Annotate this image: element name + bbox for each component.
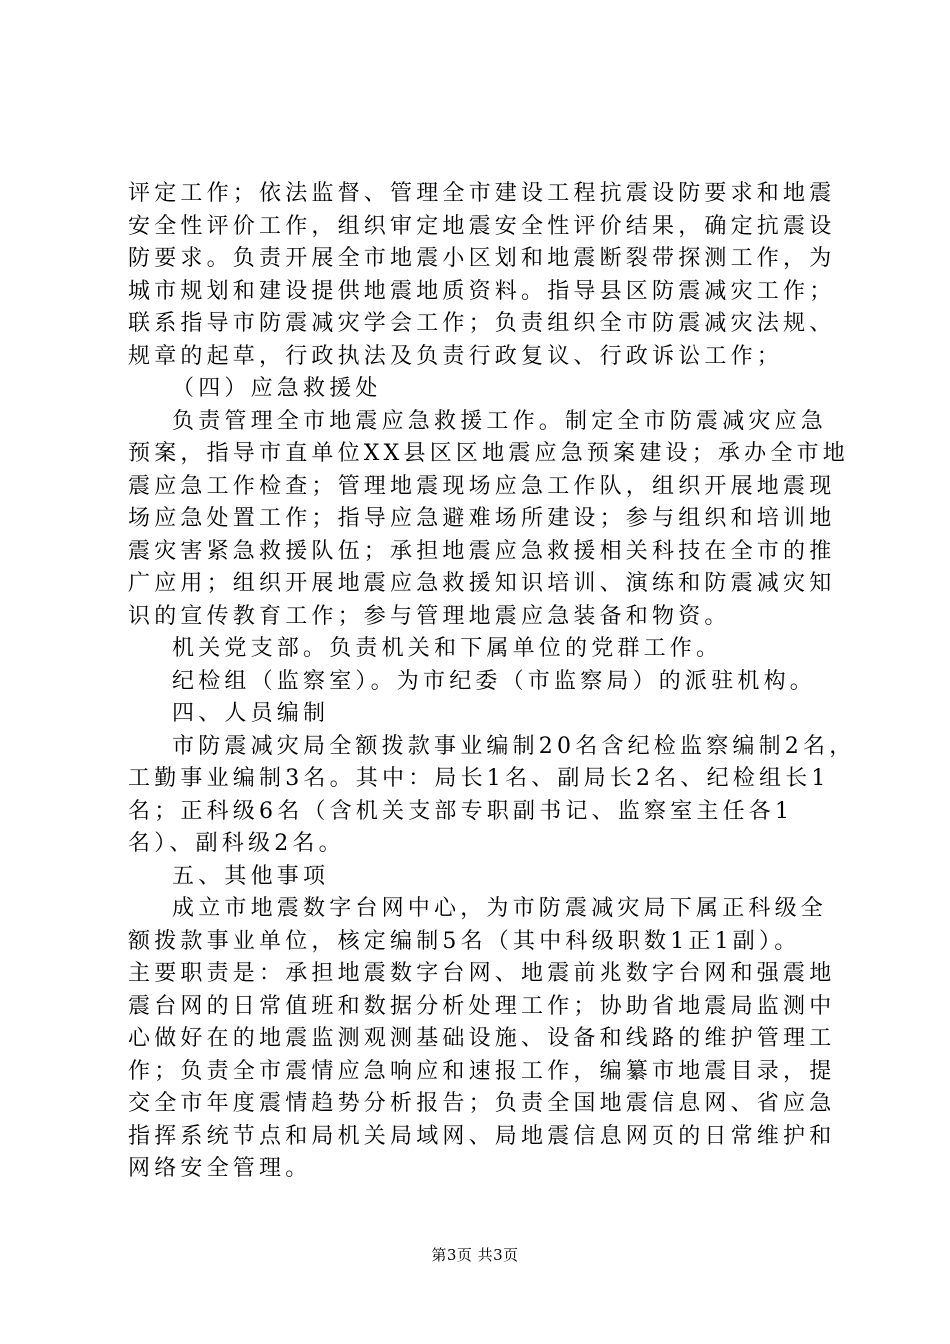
body-line: 震应急工作检查；管理地震现场应急工作队，组织开展地震现 (128, 473, 836, 499)
page-number-footer: 第3页 共3页 (431, 1246, 519, 1264)
body-line: 作；负责全市震情应急响应和速报工作，编纂市地震目录，提 (128, 1058, 836, 1084)
body-line: 心做好在的地震监测观测基础设施、设备和线路的维护管理工 (128, 1026, 836, 1051)
body-line: 评定工作；依法监督、管理全市建设工程抗震设防要求和地震 (128, 181, 836, 206)
body-line: 广应用；组织开展地震应急救援知识培训、演练和防震减灾知 (128, 571, 836, 596)
section-heading: 五、其他事项 (172, 863, 330, 889)
body-line: 识的宣传教育工作；参与管理地震应急装备和物资。 (128, 603, 731, 629)
body-line: 网络安全管理。 (128, 1156, 312, 1181)
paragraph-start: 机关党支部。负责机关和下属单位的党群工作。 (172, 636, 723, 661)
body-line: 主要职责是：承担地震数字台网、地震前兆数字台网和强震地 (128, 961, 836, 986)
paragraph-start: 负责管理全市地震应急救援工作。制定全市防震减灾应急 (172, 408, 828, 434)
body-line: 预案，指导市直单位XX县区区地震应急预案建设；承办全市地 (128, 441, 849, 466)
body-line: 名）、副科级2名。 (128, 831, 345, 856)
section-heading: 四、人员编制 (172, 701, 330, 726)
body-line: 额拨款事业单位，核定编制5名（其中科级职数1正1副）。 (128, 928, 801, 954)
body-line: 震灾害紧急救援队伍；承担地震应急救援相关科技在全市的推 (128, 538, 836, 564)
body-line: 规章的起草，行政执法及负责行政复议、行政诉讼工作； (128, 343, 784, 369)
body-line: 场应急处置工作；指导应急避难场所建设；参与组织和培训地 (128, 506, 836, 531)
paragraph-start: 市防震减灾局全额拨款事业编制20名含纪检监察编制2名， (172, 733, 856, 759)
body-line: 联系指导市防震减灾学会工作；负责组织全市防震减灾法规、 (128, 311, 836, 336)
section-heading: （四）应急救援处 (172, 376, 382, 401)
body-line: 城市规划和建设提供地震地质资料。指导县区防震减灾工作； (128, 278, 836, 304)
paragraph-start: 成立市地震数字台网中心，为市防震减灾局下属正科级全 (172, 896, 828, 921)
body-line: 名；正科级6名（含机关支部专职副书记、监察室主任各1 (128, 798, 794, 824)
body-line: 安全性评价工作，组织审定地震安全性评价结果，确定抗震设 (128, 213, 836, 239)
paragraph-start: 纪检组（监察室）。为市纪委（市监察局）的派驻机构。 (172, 668, 817, 694)
body-line: 防要求。负责开展全市地震小区划和地震断裂带探测工作，为 (128, 246, 836, 271)
body-line: 指挥系统节点和局机关局域网、局地震信息网页的日常维护和 (128, 1123, 836, 1149)
body-line: 工勤事业编制3名。其中：局长1名、副局长2名、纪检组长1 (128, 766, 830, 791)
body-line: 震台网的日常值班和数据分析处理工作；协助省地震局监测中 (128, 993, 836, 1019)
document-body (128, 178, 856, 1186)
body-line: 交全市年度震情趋势分析报告；负责全国地震信息网、省应急 (128, 1091, 836, 1116)
